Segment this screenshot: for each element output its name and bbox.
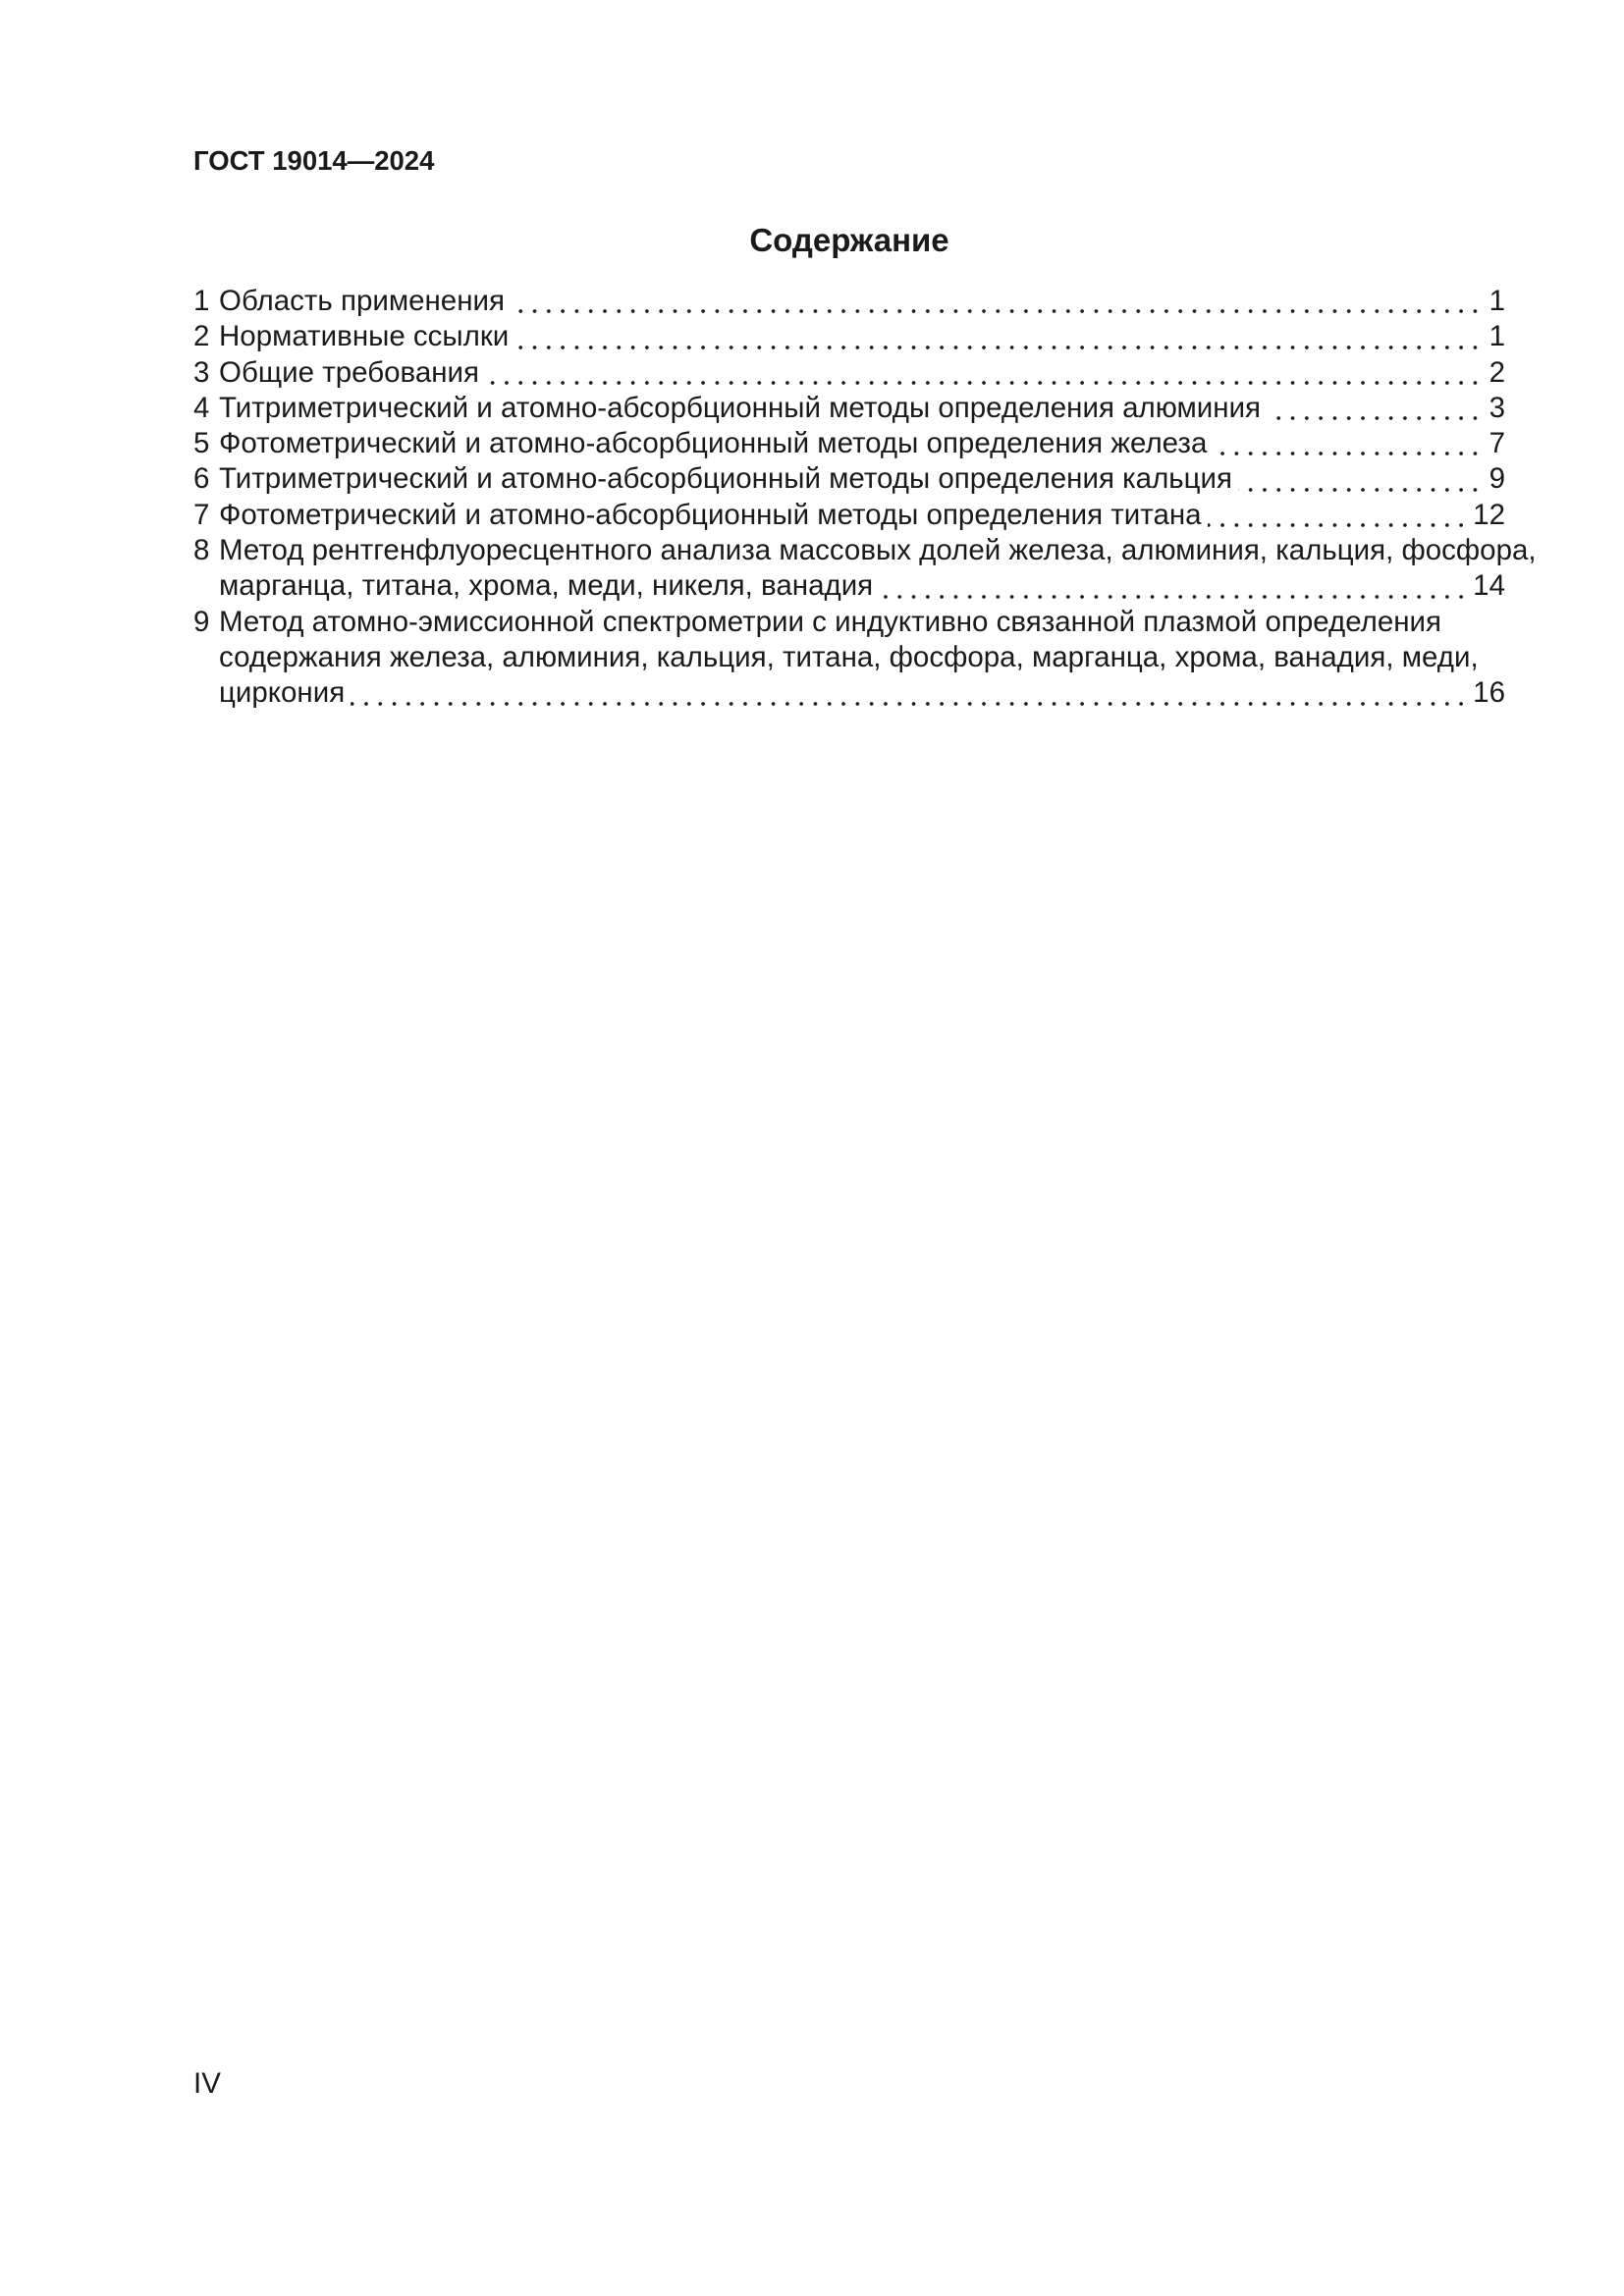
toc-entry-text: Общие требования [219,355,485,391]
toc-entry [193,284,1505,319]
toc-entry-number: 8 [193,534,210,567]
toc-line [219,640,1505,675]
toc-entry-number: 2 [193,320,210,353]
toc-entry-number: 9 [193,605,210,638]
toc-entry-body [219,605,1505,712]
toc-line-with-leader [219,498,1505,533]
toc-entry-number: 1 [193,285,210,317]
toc-line-with-leader [219,461,1505,497]
toc-entry-text: Титриметрический и атомно-абсорбционный методы определения кальция [219,461,1238,497]
toc-page-number: 3 [1485,391,1505,426]
toc-entry-text: Метод атомно-эмиссионной спектрометрии с индуктивно связанной плазмой определения [219,605,1441,638]
toc-entry-text: циркония [219,675,351,711]
toc-page-number: 7 [1485,426,1505,461]
toc-entry-body [219,284,1505,319]
toc-entry-text: марганца, титана, хрома, меди, никеля, ванадия [219,568,879,604]
toc-entry [193,461,1505,497]
toc-entry-number: 4 [193,391,210,424]
toc-entry-number: 5 [193,427,210,460]
toc-entry [193,498,1505,533]
toc-line-with-leader [219,675,1505,711]
toc-entry-body [219,391,1505,426]
toc-line-with-leader [219,319,1505,354]
toc-line [219,533,1537,568]
toc-entry-number: 3 [193,355,210,389]
toc-line-with-leader [219,391,1505,426]
toc-entry-text: Титриметрический и атомно-абсорбционный методы определения алюминия [219,391,1267,426]
toc-page-number: 14 [1468,568,1505,604]
page-title: Содержание [749,222,949,258]
toc-page-number: 1 [1485,319,1505,354]
toc-entry [193,533,1537,605]
table-of-contents [193,284,1537,712]
toc-entry-number: 6 [193,462,210,496]
toc-line-with-leader [219,568,1505,604]
toc-entry [193,605,1505,712]
toc-page-number: 1 [1485,284,1505,319]
document-designation: ГОСТ 19014—2024 [193,145,435,176]
toc-line-with-leader [219,426,1505,461]
toc-entry-body [219,319,1505,354]
toc-entry [193,426,1505,461]
toc-entry [193,355,1505,391]
toc-entry-body [219,498,1505,533]
footer-page-number: IV [193,2067,221,2100]
toc-line [219,605,1505,640]
toc-entry-text: Нормативные ссылки [219,319,514,354]
toc-entry-body [219,461,1505,497]
toc-entry-body [219,355,1505,391]
toc-entry-text: Область применения [219,284,511,319]
toc-page-number: 16 [1468,675,1505,711]
toc-page-number: 2 [1485,355,1505,391]
toc-entry-number: 7 [193,498,210,531]
toc-page-number: 12 [1468,498,1505,533]
toc-entry-text: Метод рентгенфлуоресцентного анализа массовых долей железа, алюминия, кальция, фосфора, [219,534,1537,567]
toc-line-with-leader [219,284,1505,319]
toc-entry-text: Фотометрический и атомно-абсорбционный методы определения железа [219,426,1213,461]
toc-entry [193,319,1505,354]
toc-entry-text: содержания железа, алюминия, кальция, титана, фосфора, марганца, хрома, ванадия, меди, [219,640,1479,673]
toc-entry [193,391,1505,426]
toc-line-with-leader [219,355,1505,391]
toc-entry-body [219,426,1505,461]
toc-page-number: 9 [1485,461,1505,497]
toc-entry-body [219,533,1537,605]
toc-entry-text: Фотометрический и атомно-абсорбционный методы определения титана [219,498,1208,533]
